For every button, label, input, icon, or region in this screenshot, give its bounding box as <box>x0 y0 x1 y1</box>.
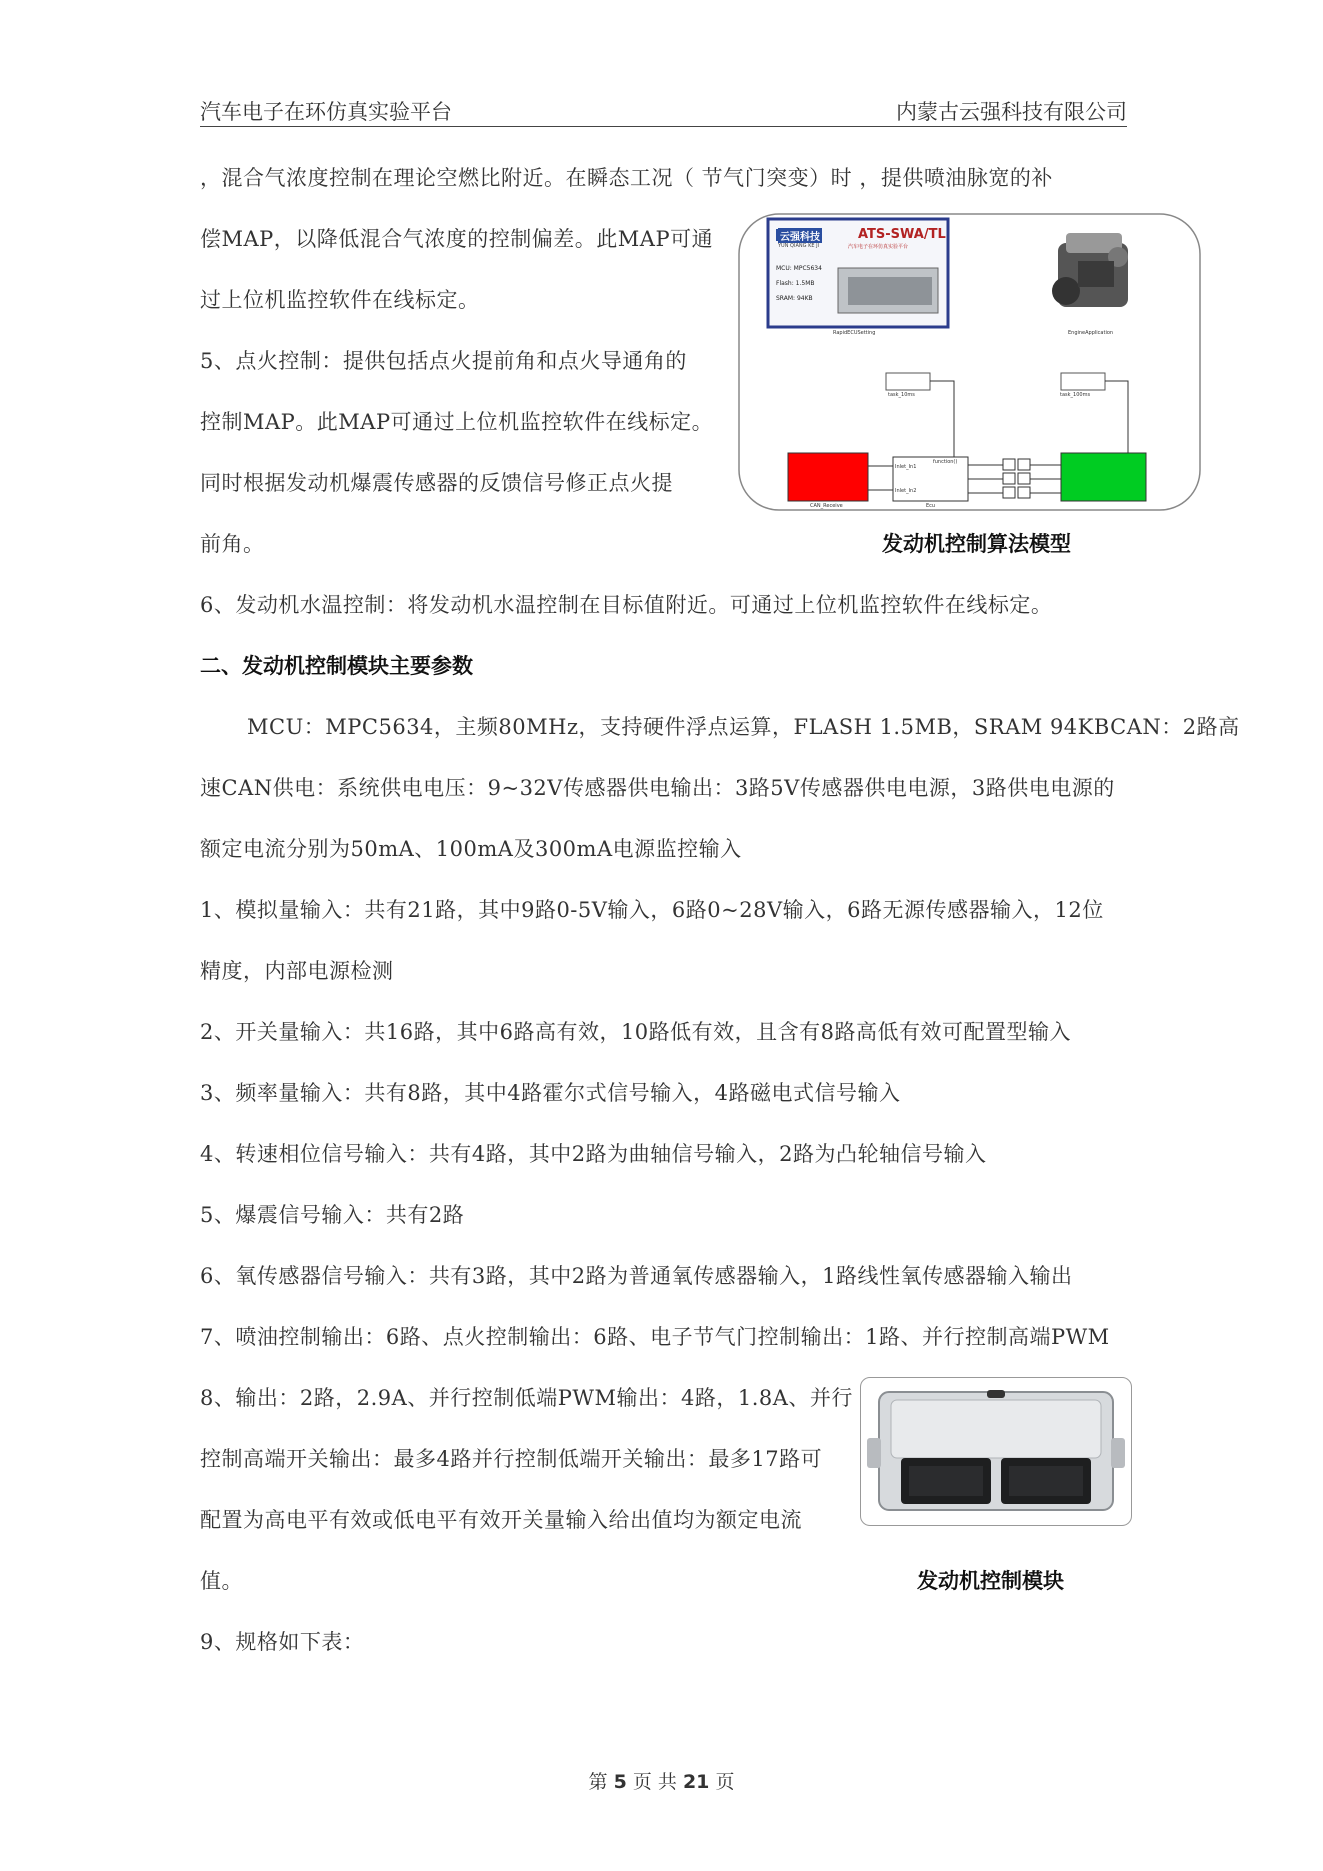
page-footer <box>0 1767 1323 1794</box>
s2-line-3: 额定电流分别为50mA、100mA及300mA电源监控输入 <box>200 837 742 861</box>
footer-post: 页 <box>715 1771 735 1793</box>
figure-mcu: MCU: MPC5634 <box>776 265 822 272</box>
body-line-7: 前角。 <box>200 532 265 556</box>
header-left: 汽车电子在环仿真实验平台 <box>200 100 452 124</box>
figure-task2: task_100ms <box>1060 392 1091 398</box>
s2-line-11: 7、喷油控制输出：6路、点火控制输出：6路、电子节气门控制输出：1路、并行控制高端PWM <box>200 1325 1110 1349</box>
s2-line-6: 2、开关量输入：共16路，其中6路高有效，10路低有效，且含有8路高低有效可配置型输入 <box>200 1020 1072 1044</box>
s2-line-10: 6、氧传感器信号输入：共有3路，其中2路为普通氧传感器输入，1路线性氧传感器输入输出 <box>200 1264 1073 1288</box>
figure-badge: ATS-SWA/TL <box>858 227 946 242</box>
figure-task1: task_10ms <box>888 392 915 398</box>
header-rule <box>200 126 1127 127</box>
footer-page: 5 <box>613 1771 627 1793</box>
s2-line-9: 5、爆震信号输入：共有2路 <box>200 1203 465 1227</box>
s2-line-4: 1、模拟量输入：共有21路，其中9路0-5V输入，6路0~28V输入，6路无源传感器输入，12位 <box>200 898 1104 922</box>
body-line-3: 过上位机监控软件在线标定。 <box>200 288 480 312</box>
s2-line-14: 配置为高电平有效或低电平有效开关量输入给出值均为额定电流 <box>200 1508 802 1532</box>
figure-logo: 云强科技 <box>778 228 822 243</box>
figure2-caption: 发动机控制模块 <box>917 1569 1064 1593</box>
section2-title: 二、发动机控制模块主要参数 <box>200 654 473 678</box>
figure1-caption: 发动机控制算法模型 <box>882 532 1071 556</box>
figure-ecu-label: Ecu <box>926 503 936 509</box>
ecu-module-photo <box>860 1377 1132 1526</box>
s2-line-8: 4、转速相位信号输入：共有4路，其中2路为曲轴信号输入，2路为凸轮轴信号输入 <box>200 1142 987 1166</box>
figure-flash: Flash: 1.5MB <box>776 280 815 287</box>
body-line-4: 5、点火控制：提供包括点火提前角和点火导通角的 <box>200 349 687 373</box>
figure-left-block-label: RapidECUSetting <box>833 330 876 336</box>
s2-line-7: 3、频率量输入：共有8路，其中4路霍尔式信号输入，4路磁电式信号输入 <box>200 1081 901 1105</box>
s2-line-12: 8、输出：2路，2.9A、并行控制低端PWM输出：4路，1.8A、并行 <box>200 1386 853 1410</box>
s2-line-1: MCU：MPC5634，主频80MHz，支持硬件浮点运算，FLASH 1.5MB，SRAM 94KBCAN：2路高 <box>247 715 1240 739</box>
control-model-figure <box>738 213 1201 511</box>
footer-mid: 页 共 <box>632 1771 677 1793</box>
s2-line-15: 值。 <box>200 1569 243 1593</box>
footer-total: 21 <box>682 1771 710 1793</box>
s2-line-2: 速CAN供电：系统供电电压：9~32V传感器供电输出：3路5V传感器供电电源，3路供电电源的 <box>200 776 1115 800</box>
body-line-1: ，混合气浓度控制在理论空燃比附近。在瞬态工况（ 节气门突变）时 ，提供喷油脉宽的补 <box>200 166 1053 190</box>
s2-line-16: 9、规格如下表： <box>200 1630 365 1654</box>
body-line-5: 控制MAP。此MAP可通过上位机监控软件在线标定。 <box>200 410 714 434</box>
figure-in1: Inlet_In1 <box>895 464 917 470</box>
footer-pre: 第 <box>588 1771 608 1793</box>
figure-fn-label: function() <box>933 459 958 465</box>
figure-right-block-label: EngineApplication <box>1068 330 1114 336</box>
s2-line-5: 精度，内部电源检测 <box>200 959 394 983</box>
body-line-6: 同时根据发动机爆震传感器的反馈信号修正点火提 <box>200 471 673 495</box>
figure-logo-sub: YUN QIANG KE JI <box>778 243 820 249</box>
body-line-2: 偿MAP，以降低混合气浓度的控制偏差。此MAP可通 <box>200 227 714 251</box>
body-line-8: 6、发动机水温控制：将发动机水温控制在目标值附近。可通过上位机监控软件在线标定。 <box>200 593 1053 617</box>
header-right: 内蒙古云强科技有限公司 <box>896 100 1127 124</box>
figure-in2: Inlet_In2 <box>895 488 917 494</box>
s2-line-13: 控制高端开关输出：最多4路并行控制低端开关输出：最多17路可 <box>200 1447 823 1471</box>
figure-can-label: CAN_Receive <box>810 503 843 509</box>
figure-badge-sub: 汽车电子在环仿真实验平台 <box>848 244 909 250</box>
figure-sram: SRAM: 94KB <box>776 295 813 302</box>
